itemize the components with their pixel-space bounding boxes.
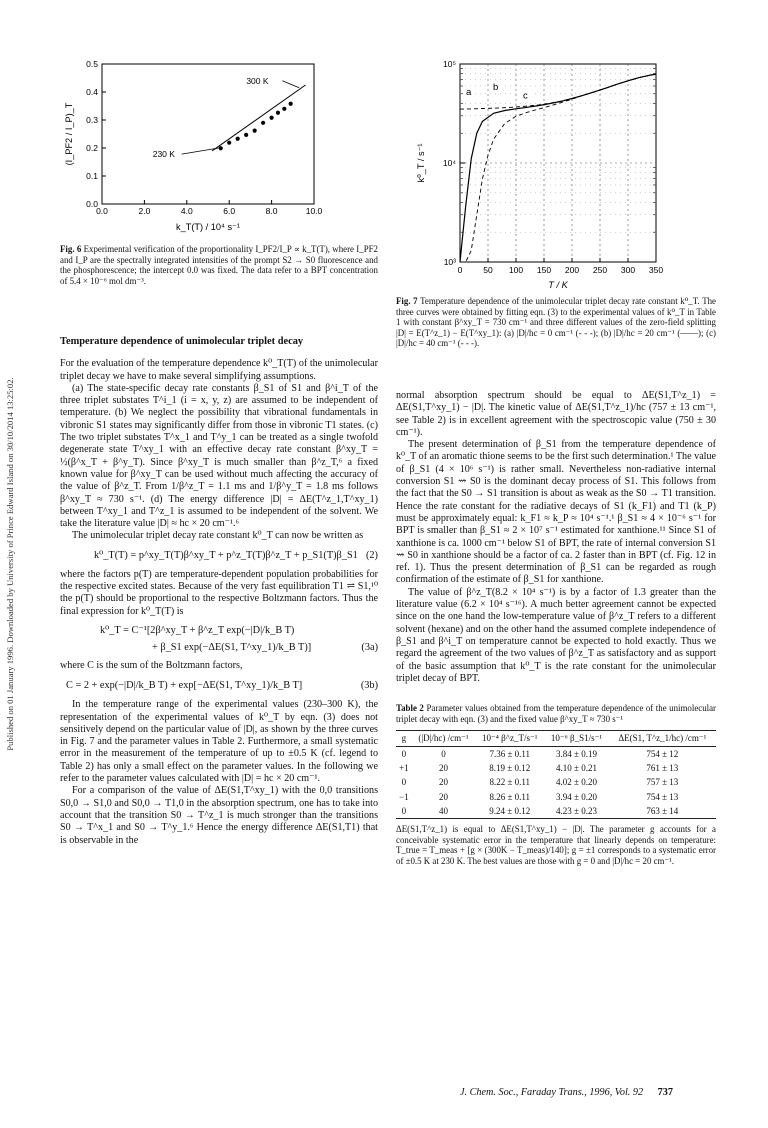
- data-point: [261, 121, 265, 125]
- table-header-cell: ΔE(S1, T^z_1/hc) /cm⁻¹: [618, 733, 707, 744]
- right-column: [396, 390, 716, 866]
- x-tick-label: 100: [508, 265, 524, 275]
- curve-label: b: [493, 81, 499, 93]
- paragraph: where the factors p(T) are temperature-dependent population probabilities for the respective excited states. Because of the very fast equilibration T1 ⇌ S1,¹⁰ the p(T) should be proportional to the respective Boltzmann factors. Thus the final expression for k⁰_T(T) is: [60, 568, 378, 617]
- x-tick-label: 350: [648, 265, 664, 275]
- annotation-label: 230 K: [152, 149, 175, 160]
- table-cell: 20: [438, 791, 448, 802]
- fig6-caption-label: Fig. 6: [60, 244, 82, 254]
- table-row: [396, 790, 716, 804]
- fig7-caption: [396, 296, 716, 349]
- x-tick-label: 50: [483, 265, 493, 275]
- paragraph: For the evaluation of the temperature dependence k⁰_T(T) of the unimolecular triplet decay we have to make several simplifying assumptions.: [60, 358, 378, 382]
- fig7-chart: [408, 56, 708, 296]
- paragraph: For a comparison of the value of ΔE(S1,T^xy_1) with the 0,0 transitions S0,0 → S1,0 and S0,0 → T1,0 in the absorption spectrum, one has to take into account that the transition S0 → T^z_1 is much stronger than the transitions S0 → T^x_1 and S0 → T^y_1.⁶ Hence the energy difference ΔE(S1,T1) that is observable in the: [60, 785, 378, 846]
- y-tick-label: 0.2: [86, 143, 98, 153]
- x-tick-label: 2.0: [138, 206, 151, 216]
- x-tick-label: 10.0: [305, 206, 323, 216]
- fig6-caption: [60, 244, 378, 286]
- table-cell: 8.26 ± 0.11: [489, 791, 531, 802]
- data-point: [253, 129, 257, 133]
- table2-caption: [396, 703, 716, 724]
- download-watermark: [0, 0, 20, 1128]
- data-point: [227, 141, 231, 145]
- table-cell: 761 ± 13: [646, 762, 679, 773]
- annotation-arrow: [182, 148, 219, 154]
- table-cell: −1: [399, 791, 409, 802]
- equation-number: (3b): [360, 680, 378, 692]
- y-tick-label: 0.0: [86, 199, 98, 209]
- fig6-plot-area: [64, 59, 323, 232]
- table2-caption-text: Parameter values obtained from the temperature dependence of the unimolecular triplet decay with eqn. (3) and the fixed value β^xy_T ≈ 730 s⁻¹: [396, 703, 717, 724]
- paragraph: normal absorption spectrum should be equal to ΔE(S1,T^z_1) = ΔE(S1,T^xy_1) − |D|. The kinetic value of ΔE(S1,T^z_1)/hc (757 ± 13 cm⁻¹, see Table 2) is in excellent agreement with the spectroscopic value (750 ± 30 cm⁻¹).: [396, 390, 716, 438]
- paragraph: where C is the sum of the Boltzmann factors,: [60, 659, 243, 671]
- table-cell: 763 ± 14: [646, 805, 679, 816]
- x-tick-label: 150: [536, 265, 552, 275]
- paragraph: The present determination of β_S1 from the temperature dependence of k⁰_T of an aromatic thione seems to be the first such determination.¹ The value of β_S1 (4 × 10⁶ s⁻¹) is rather small. Nevertheless non-radiative internal conversion S1 ⇝ S0 is the dominant decay process of S1. This follows from the fact that the S0 → S1 transition is about as weak as the S0 → T1 transition. Hence the rate constant for the radiative decays of S1 (k_F1) and T1 (k_P) must be approximately equal: k_F1 ≈ k_P ≈ 10⁴ s⁻¹.¹ β_S1 ≈ 4 × 10⁻⁶ s⁻¹ for BPT is smaller than β_S1 ≈ 2 × 10⁷ s⁻¹ estimated for xanthione.¹¹ Since S1 of xanthione is ca. 1000 cm⁻¹ below S1 of BPT, the rate of internal conversion S1 ⇝ S0 in xanthione should be a factor of ca. 2 faster than in BPT (cf. Fig. 12 in ref. 1). Thus the present determination of β_S1 can be regarded as rough confirmation of the estimate of β_S1 for xanthione.: [396, 439, 716, 586]
- equation-3b: [60, 677, 378, 697]
- table-cell: 9.24 ± 0.12: [489, 805, 531, 816]
- table-row: [396, 746, 716, 761]
- equation-number: (2): [365, 549, 378, 561]
- table-row: [396, 761, 716, 775]
- x-tick-label: 0: [457, 265, 463, 275]
- table-cell: 0: [441, 748, 446, 759]
- page-number: 737: [657, 1087, 673, 1098]
- equation-body: C = 2 + exp(−|D|/k_B T) + exp[−ΔE(S1, T^xy_1)/k_B T]: [66, 680, 303, 692]
- table2: [396, 730, 716, 819]
- data-point: [219, 146, 223, 150]
- paragraph: The unimolecular triplet decay rate constant k⁰_T can now be written as: [72, 530, 364, 542]
- y-tick-label: 0.3: [86, 115, 98, 125]
- data-point: [282, 107, 286, 111]
- table-cell: 4.10 ± 0.21: [556, 762, 597, 773]
- annotation-label: 300 K: [246, 75, 269, 86]
- table-cell: 0: [401, 777, 407, 788]
- table2-label: Table 2: [396, 703, 424, 714]
- table-header-cell: 10⁻⁴ β^z_T/s⁻¹: [482, 733, 538, 744]
- y-axis-label: k⁰_T / s⁻¹: [416, 143, 426, 183]
- data-point: [276, 111, 280, 115]
- fig6-chart: [60, 58, 340, 236]
- equation-body: + β_S1 exp(−ΔE(S1, T^xy_1)/k_B T)]: [152, 641, 312, 653]
- fig6-caption-text: Experimental verification of the proportionality I_PF2/I_P ∝ k_T(T), where I_PF2 and I_P are the spectrally integrated intensities of the prompt S2 → S0 fluorescence and the phosphorescence; the intercept 0.0 was fixed. The data refer to a BPT concentration of 5.4 × 10⁻⁶ mol dm⁻³.: [60, 244, 378, 286]
- table-cell: 8.19 ± 0.12: [489, 762, 531, 773]
- table-header-cell: (|D|/hc) /cm⁻¹: [418, 733, 469, 744]
- table-cell: 3.94 ± 0.20: [556, 791, 597, 802]
- paragraph: (a) The state-specific decay rate constants β_S1 of S1 and β^i_T of the three triplet substates T^i_1 (i = x, y, z) are assumed to be independent of temperature. (b) We neglect the possibility that vibrational fundamentals in vibronic S1 states may significantly differ from those in vibronic T1 states. (c) The two triplet substates T^x_1 and T^y_1 can be treated as a single twofold degenerate state T^xy_1 with an effective decay rate constant β^xy_T = ½(β^x_T + β^y_T). Since β^xy_T is much smaller than β^z_T,⁶ a fixed known value for β^xy_T can be used without much affecting the accuracy of the value of β^z_T. From 1/β^z_T = 1.1 ms and 1/β^y_T = 1.8 ms follows β^xy_T ≈ 730 s⁻¹. (d) The energy difference |D| = ΔE(T^z_1,T^xy_1) between T^xy_1 and T^z_1 is assumed to be independent of the solvent. We take the literature value |D| ≈ hc × 20 cm⁻¹.⁶: [60, 382, 378, 530]
- fig7-plot-area: [416, 59, 663, 290]
- paragraph: In the temperature range of the experimental values (230–300 K), the representation of the experimental values of k⁰_T by eqn. (3) does not sensitively depend on the particular value of |D|, as shown by the three curves in Fig. 7 and the parameter values in Table 2. Furthermore, a small systematic error in the measurement of the temperature of up to ±0.5 K (cf. legend to Table 2) has only a small effect on the parameter values. In the following we refer to the parameter values calculated with |D| = hc × 20 cm⁻¹.: [60, 699, 378, 785]
- left-column: [60, 336, 378, 847]
- table-cell: 40: [438, 805, 448, 816]
- table-row: [396, 804, 716, 819]
- data-point: [244, 133, 248, 137]
- equation-2: [60, 547, 378, 567]
- x-tick-label: 8.0: [265, 206, 278, 216]
- annotation-arrow: [282, 81, 299, 88]
- curve-label: a: [466, 87, 472, 99]
- table-cell: 7.36 ± 0.11: [489, 748, 531, 759]
- table2-footnote: ΔE(S1,T^z_1) is equal to ΔE(S1,T^xy_1) − |D|. The parameter g accounts for a conceivable systematic error in the temperature that linearly depends on temperature: T_true = T_meas + [g × (300K − T_meas)/140]; g = ±1 corresponds to a systematic error of ±0.5 K at 230 K. The best values are those with g = 0 and |D|/hc = 20 cm⁻¹.: [396, 824, 716, 866]
- x-tick-label: 200: [564, 265, 580, 275]
- equation-body: k⁰_T = C⁻¹[2β^xy_T + β^z_T exp(−|D|/k_B T): [100, 624, 295, 636]
- table-cell: 757 ± 13: [646, 777, 679, 788]
- table-cell: 0: [401, 748, 407, 759]
- table-cell: 20: [438, 777, 448, 788]
- x-tick-label: 300: [620, 265, 636, 275]
- y-tick-label: 10⁵: [443, 59, 456, 69]
- watermark-text: Published on 01 January 1996. Downloaded by University of Prince Edward Island on 30/10/2014 13:25:02.: [5, 377, 15, 751]
- table-cell: 0: [401, 805, 407, 816]
- equation-3a: [60, 623, 378, 657]
- journal-citation: J. Chem. Soc., Faraday Trans., 1996, Vol. 92: [460, 1087, 644, 1098]
- y-tick-label: 0.5: [86, 59, 98, 69]
- fig6-frame: [102, 64, 314, 204]
- y-tick-label: 0.1: [86, 171, 98, 181]
- curve-label: c: [523, 90, 528, 102]
- table-row: [396, 775, 716, 789]
- x-axis-label: T / K: [548, 280, 568, 290]
- x-tick-label: 6.0: [223, 206, 236, 216]
- table-cell: 20: [438, 762, 448, 773]
- journal-footer: [460, 1087, 673, 1098]
- fit-line: [212, 85, 305, 151]
- x-tick-label: 250: [592, 265, 608, 275]
- table-cell: 754 ± 12: [646, 748, 679, 759]
- table-cell: 754 ± 13: [646, 791, 679, 802]
- data-point: [236, 137, 240, 141]
- y-tick-label: 10³: [443, 257, 456, 267]
- x-axis-label: k_T(T) / 10⁴ s⁻¹: [176, 222, 240, 232]
- table-cell: +1: [399, 762, 409, 773]
- x-tick-label: 4.0: [180, 206, 193, 216]
- table-header-row: [396, 731, 716, 746]
- table-header-cell: 10⁻⁶ β_S1/s⁻¹: [550, 733, 603, 744]
- y-axis-label: (I_PF2 / I_P)_T: [64, 102, 74, 166]
- y-tick-label: 10⁴: [442, 158, 456, 168]
- equation-number: (3a): [361, 641, 378, 653]
- data-point: [270, 116, 274, 120]
- table-cell: 3.84 ± 0.19: [556, 748, 597, 759]
- x-tick-label: 0.0: [96, 206, 108, 216]
- fig7-caption-label: Fig. 7: [396, 296, 418, 306]
- section-heading: Temperature dependence of unimolecular triplet decay: [60, 336, 304, 347]
- series-line-a: [460, 74, 656, 109]
- table-cell: 4.23 ± 0.23: [556, 805, 597, 816]
- table-cell: 4.02 ± 0.20: [556, 777, 597, 788]
- fig7-caption-text: Temperature dependence of the unimolecular triplet decay rate constant k⁰_T. The three curves were obtained by fitting eqn. (3) to the experimental values of k⁰_T in Table 1 with constant β^xy_T = 730 cm⁻¹ and three different values of the zero-field splitting |D| = E(T^z_1) − E(T^xy_1): (a) |D|/hc = 0 cm⁻¹ (- - -); (b) |D|/hc = 20 cm⁻¹ (——); (c) |D|/hc = 40 cm⁻¹ (- - -).: [396, 296, 716, 349]
- y-tick-label: 0.4: [86, 87, 98, 97]
- data-point: [289, 102, 293, 106]
- equation-body: k⁰_T(T) = p^xy_T(T)β^xy_T + p^z_T(T)β^z_T + p_S1(T)β_S1: [94, 549, 358, 561]
- paragraph: The value of β^z_T(8.2 × 10⁴ s⁻¹) is by a factor of 1.3 greater than the literature value (6.2 × 10⁴ s⁻¹⁶). A much better agreement cannot be expected since on the one hand the low-temperature value of β^z_T refers to a different solvent (hexane) and on the other hand the assumed complete independence of β_S1 and β^i_T on temperature cannot be expected to hold exactly. Thus we regard the agreement of the two values of β^z_T as satisfactory and as support of the basic assumption that k⁰_T is the rate constant for the unimolecular triplet decay of BPT.: [396, 586, 716, 684]
- series-line-b: [460, 74, 656, 262]
- table-cell: 8.22 ± 0.11: [489, 777, 531, 788]
- table-header-cell: g: [401, 733, 407, 744]
